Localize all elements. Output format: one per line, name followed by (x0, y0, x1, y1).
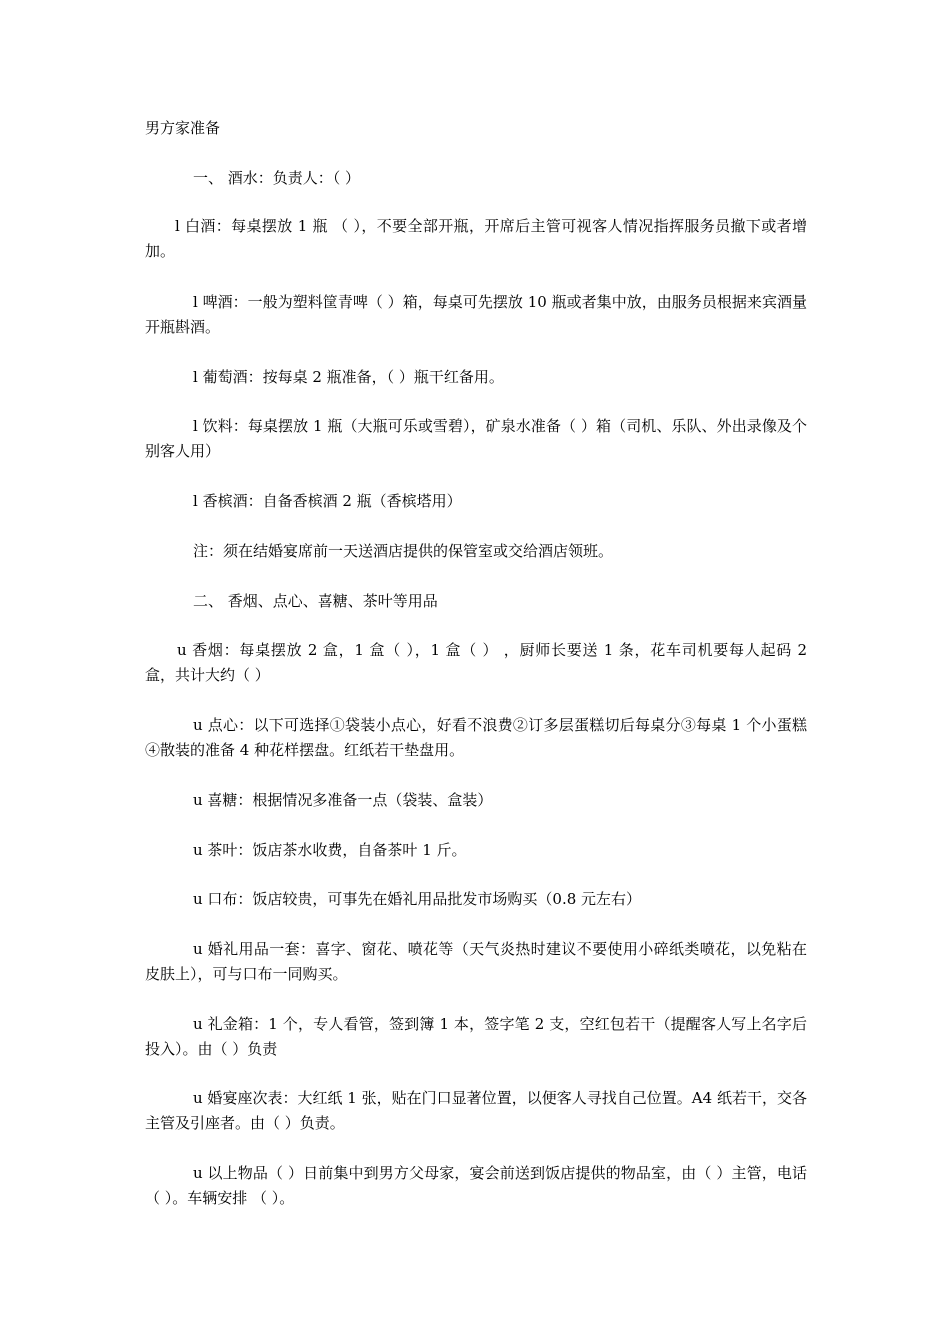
paragraph-beverages: l 饮料：每桌摆放 1 瓶（大瓶可乐或雪碧），矿泉水准备（ ）箱（司机、乐队、外出录像及个别客人用） (145, 417, 807, 460)
paragraph-napkins: u 口布：饭店较贵，可事先在婚礼用品批发市场购买（0.8 元左右） (193, 890, 642, 908)
paragraph-champagne: l 香槟酒：自备香槟酒 2 瓶（香槟塔用） (193, 492, 462, 510)
paragraph-seating-chart: u 婚宴座次表：大红纸 1 张，贴在门口显著位置，以便客人寻找自己位置。A4 纸若干，交各主管及引座者。由（ ）负责。 (145, 1089, 808, 1132)
paragraph-tea: u 茶叶：饭店茶水收费，自备茶叶 1 斤。 (193, 841, 467, 859)
section-heading-supplies: 二、 香烟、点心、喜糖、茶叶等用品 (193, 592, 438, 610)
section-heading-drinks: 一、 酒水：负责人：（ ） (193, 169, 361, 187)
paragraph-gift-box: u 礼金箱：1 个，专人看管，签到簿 1 本，签字笔 2 支，空红包若干（提醒客人写上名字后投入）。由（ ）负责 (145, 1015, 807, 1058)
paragraph-liquor: l 白酒：每桌摆放 1 瓶 （ ），不要全部开瓶，开席后主管可视客人情况指挥服务员撤下或者增加。 (145, 217, 807, 260)
paragraph-snacks: u 点心：以下可选择①袋装小点心，好看不浪费②订多层蛋糕切后每桌分③每桌 1 个小蛋糕④散装的准备 4 种花样摆盘。红纸若干垫盘用。 (145, 716, 807, 759)
paragraph-wedding-supplies: u 婚礼用品一套：喜字、窗花、喷花等（天气炎热时建议不要使用小碎纸类喷花，以免粘在皮肤上），可与口布一同购买。 (145, 940, 807, 983)
paragraph-cigarettes: u 香烟：每桌摆放 2 盒，1 盒（ ），1 盒（ ） ，厨师长要送 1 条，花车司机要每人起码 2 盒，共计大约（ ） (145, 641, 807, 684)
paragraph-note: 注：须在结婚宴席前一天送酒店提供的保管室或交给酒店领班。 (193, 542, 614, 560)
paragraph-candy: u 喜糖：根据情况多准备一点（袋装、盒装） (193, 791, 493, 809)
document-title: 男方家准备 (145, 119, 221, 137)
paragraph-wine: l 葡萄酒：按每桌 2 瓶准备，（ ）瓶干红备用。 (193, 368, 504, 386)
paragraph-beer: l 啤酒：一般为塑料筐青啤（ ）箱，每桌可先摆放 10 瓶或者集中放，由服务员根据来宾酒量开瓶斟酒。 (145, 293, 807, 336)
paragraph-logistics: u 以上物品（ ）日前集中到男方父母家，宴会前送到饭店提供的物品室，由（ ）主管，电话（ ）。车辆安排 （ ）。 (145, 1164, 807, 1207)
